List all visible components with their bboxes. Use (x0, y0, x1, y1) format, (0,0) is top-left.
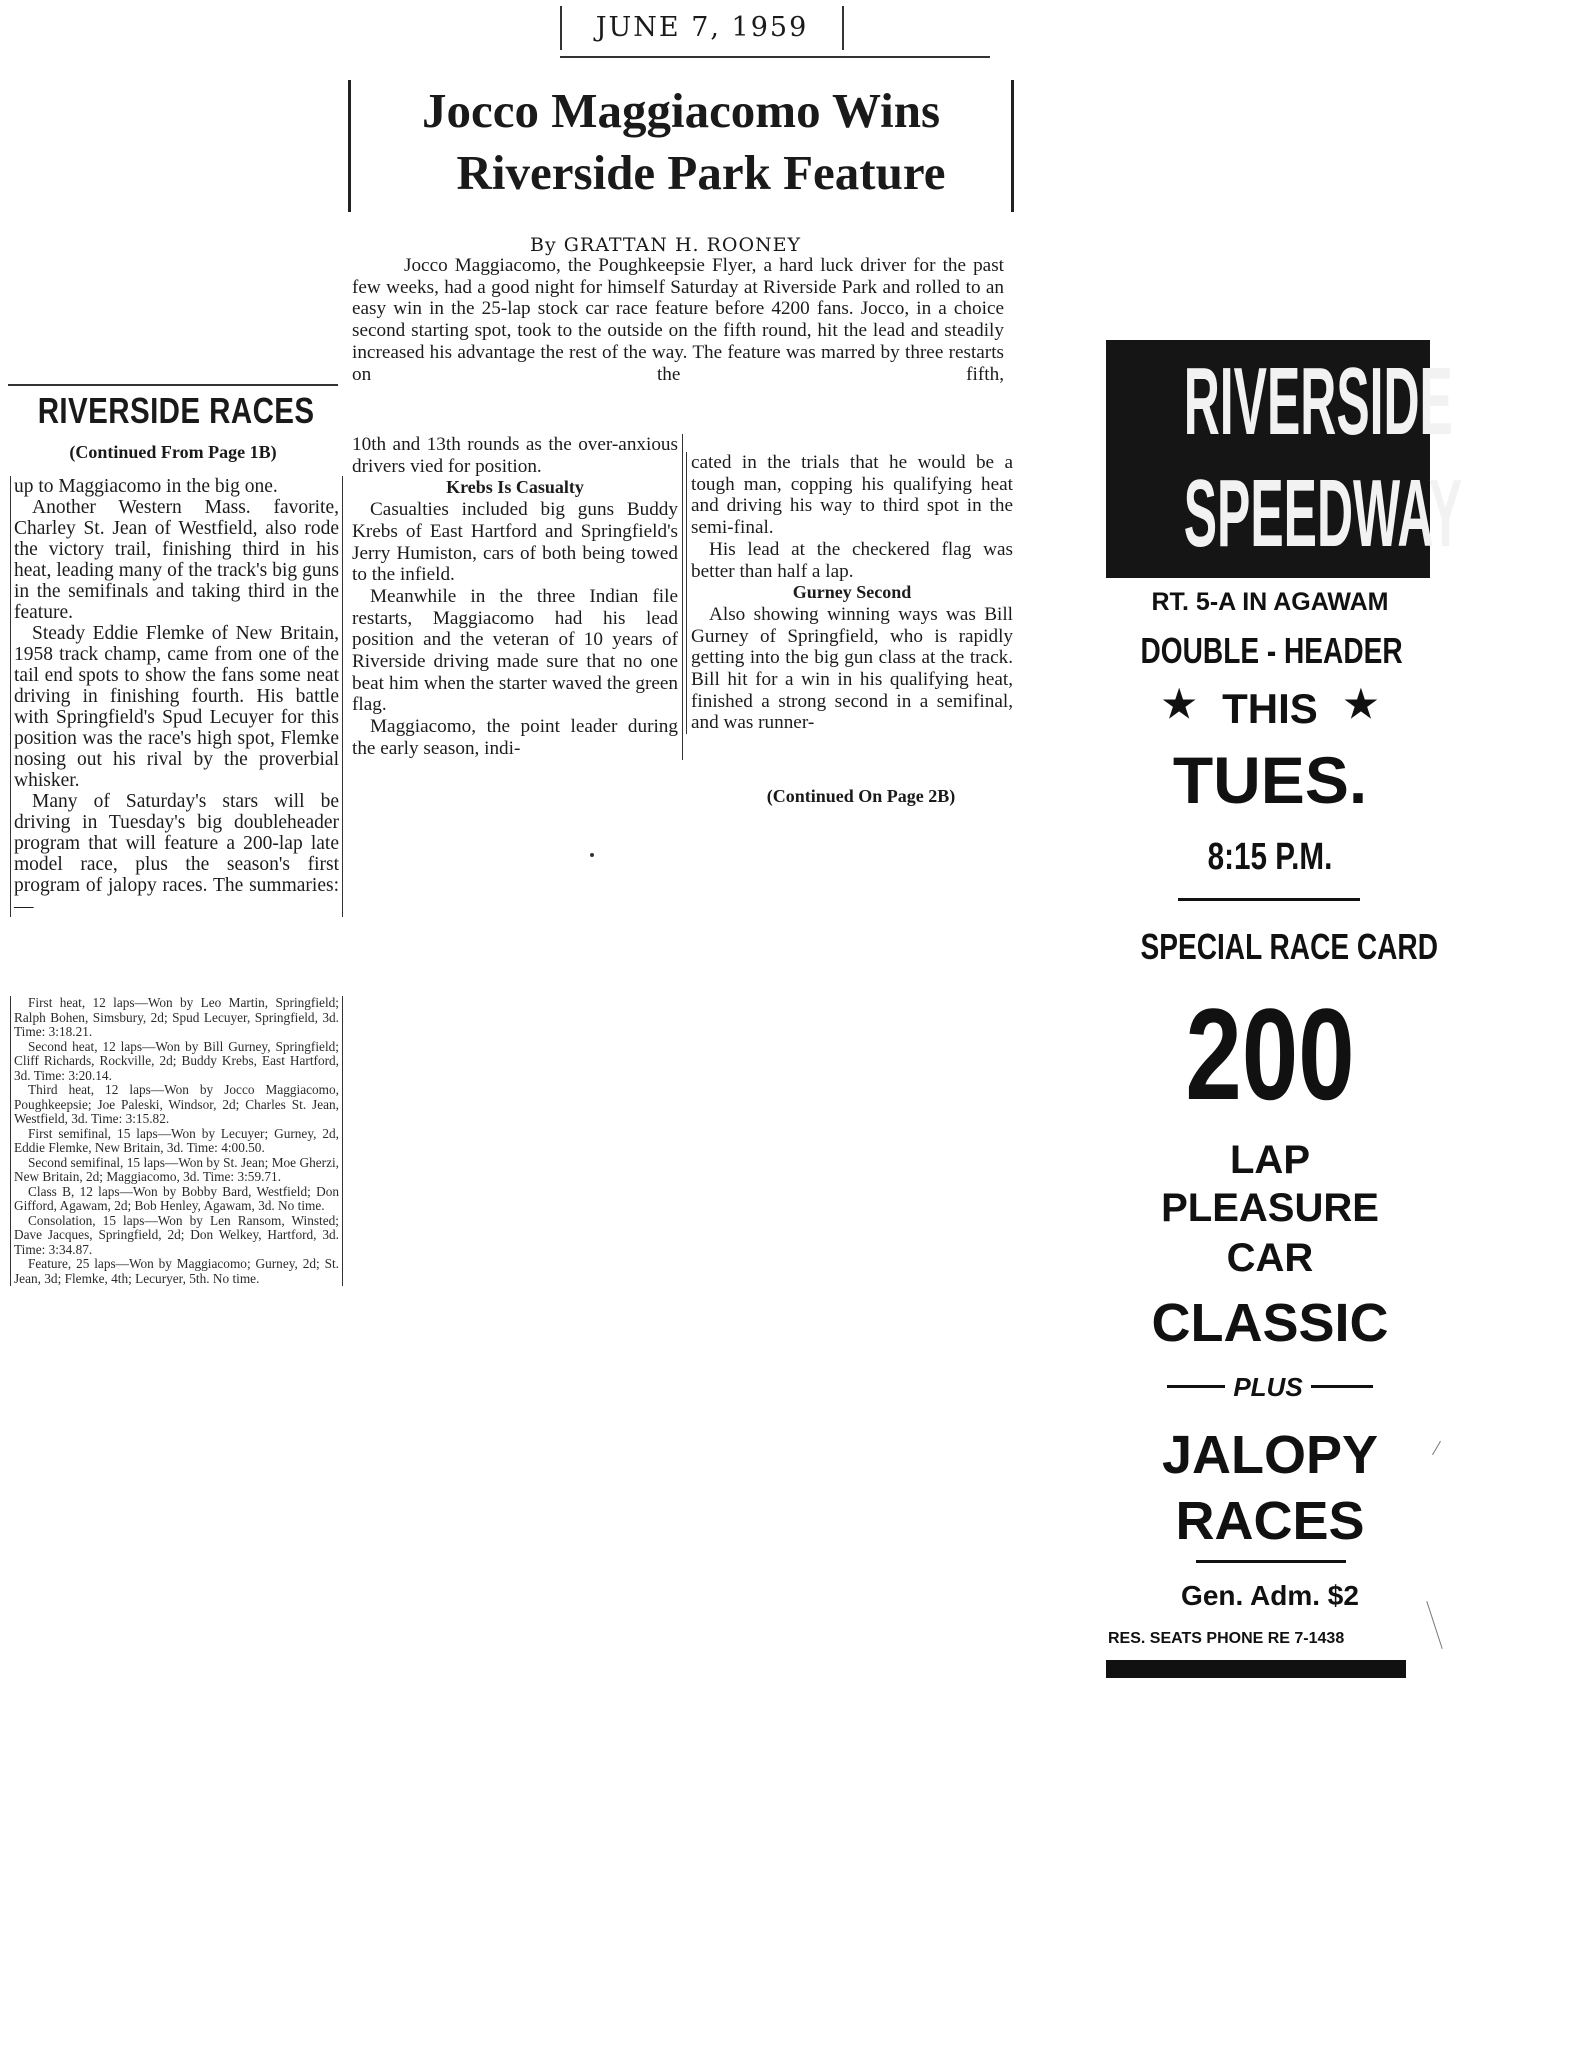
continuation-subtitle: (Continued From Page 1B) (69, 442, 277, 462)
article-headline (348, 80, 1014, 212)
banner-speedway: SPEEDWAY (1183, 460, 1463, 567)
summary-item: Second semifinal, 15 laps—Won by St. Jean; Moe Gherzi, New Britain, 2d; Maggiacomo, 3d. Time: 3:59.71. (14, 1154, 339, 1184)
summary-item: Third heat, 12 laps—Won by Jocco Maggiacomo, Poughkeepsie; Joe Paleski, Windsor, 2d; Charles St. Jean, Westfield, 3d. Time: 3:15.82. (14, 1082, 339, 1126)
continuation-paragraph-1: up to Maggiacomo in the big one. (14, 476, 278, 497)
ad-divider (1178, 898, 1360, 901)
ad-number: 200 (1185, 981, 1355, 1127)
ad-banner (1106, 340, 1463, 578)
ad-divider (1196, 1560, 1346, 1563)
star-icon: ★ (1162, 684, 1197, 726)
continuation-column (10, 476, 343, 917)
ad-admission: Gen. Adm. $2 (1181, 1580, 1359, 1611)
col-a-paragraph-3: Meanwhile in the three Indian file restarts, Maggiacomo had his lead position and the veteran of 10 years of Riverside driving made sure that no one beat him when the starter waved the green flag. (352, 585, 678, 716)
article-lead (352, 255, 1004, 385)
summary-item: Second heat, 12 laps—Won by Bill Gurney, Springfield; Cliff Richards, Rockville, 2d; Buddy Krebs, East Hartford, 3d. Time: 3:20.14. (14, 1038, 339, 1083)
ad-time: 8:15 P.M. (1207, 836, 1333, 878)
continuation-title: RIVERSIDE RACES (37, 390, 315, 431)
col-b-paragraph-1: cated in the trials that he would be a tough man, copping his qualifying heat and driving his way to third spot in the semi-final. (691, 452, 1013, 539)
ad-car: CAR (1226, 1236, 1314, 1280)
summary-item: First semifinal, 15 laps—Won by Lecuyer; Gurney, 2d, Eddie Flemke, New Britain, 3d. Time: 4:00.50. (14, 1125, 339, 1155)
date-rule (560, 56, 990, 58)
summary-item: Feature, 25 laps—Won by Maggiacomo; Gurney, 2d; St. Jean, 3d; Flemke, 4th; Lecuryer, 5th. No time. (14, 1256, 339, 1286)
banner-riverside: RIVERSIDE (1183, 348, 1453, 455)
plus-rule-left (1167, 1385, 1225, 1388)
summary-item: First heat, 12 laps—Won by Leo Martin, Springfield; Ralph Bohen, Simsbury, 2d; Spud Lecuyer, Springfield, 3d. Time: 3:18.21. (14, 995, 339, 1039)
ad-phone: RES. SEATS PHONE RE 7-1438 (1108, 1630, 1345, 1647)
ad-double-header: DOUBLE - HEADER (1140, 630, 1403, 671)
continuation-top-rule (8, 384, 338, 386)
continuation-paragraph-4: Many of Saturday's stars will be driving in Tuesday's big doubleheader program that will feature a 200-lap late model race, plus the season's first program of jalopy races. The summaries:— (14, 791, 339, 917)
article-column-b (686, 452, 1013, 734)
col-a-paragraph-4: Maggiacomo, the point leader during the early season, indi- (352, 716, 678, 759)
ink-speck (590, 853, 594, 857)
headline-line-2: Riverside Park Feature (456, 145, 946, 200)
ad-special: SPECIAL RACE CARD (1140, 926, 1438, 967)
ad-plus: PLUS (1233, 1372, 1303, 1402)
ad-location: RT. 5-A IN AGAWAM (1151, 588, 1389, 616)
ad-day: TUES. (1172, 743, 1368, 817)
summary-item: Class B, 12 laps—Won by Bobby Bard, Westfield; Don Gifford, Agawam, 2d; Bob Henley, Agawam, 3d. No time. (14, 1183, 339, 1213)
article-column-a (352, 434, 683, 760)
ad-pleasure: PLEASURE (1161, 1186, 1379, 1230)
date-box (560, 6, 844, 50)
col-a-paragraph-1: 10th and 13th rounds as the over-anxious drivers vied for position. (352, 434, 678, 477)
ad-plus-line (1104, 1372, 1436, 1403)
ad-lap: LAP (1230, 1138, 1310, 1182)
ad-jalopy: JALOPY (1161, 1425, 1379, 1485)
col-a-paragraph-2: Casualties included big guns Buddy Krebs of East Hartford and Springfield's Jerry Humiston, cars of both being towed to the infield. (352, 499, 678, 586)
ad-races: RACES (1175, 1491, 1365, 1551)
headline-line-1: Jocco Maggiacomo Wins (421, 83, 941, 138)
subhead-gurney: Gurney Second (792, 582, 912, 603)
star-icon: ★ (1343, 684, 1378, 726)
ad-this-line (1104, 682, 1436, 733)
col-b-paragraph-2: His lead at the checkered flag was better than half a lap. (691, 538, 1013, 582)
publication-date: JUNE 7, 1959 (595, 12, 809, 43)
col-b-paragraph-3: Also showing winning ways was Bill Gurney of Springfield, who is rapidly getting into the big gun class at the track. Bill hit for a win in his qualifying heat, finished a strong second in a semifinal, and was runner- (691, 603, 1013, 734)
ad-classic: CLASSIC (1151, 1293, 1389, 1353)
speedway-advertisement (1104, 330, 1463, 1698)
continuation-paragraph-3: Steady Eddie Flemke of New Britain, 1958 track champ, came from one of the tail end spots to show the fans some neat driving in finishing fourth. His battle with Springfield's Spud Lecuyer for this position was the race's high spot, Flemke nosing out his rival by the proverbial whisker. (14, 623, 339, 791)
continued-on-note: (Continued On Page 2B) (766, 786, 956, 806)
lead-paragraph: Jocco Maggiacomo, the Poughkeepsie Flyer, a hard luck driver for the past few weeks, had a good night for himself Saturday at Riverside Park and rolled to an easy win in the 25-lap stock car race feature before 4200 fans. Jocco, in a choice second starting spot, took to the outside on the fifth round, hit the lead and steadily increased his advantage the rest of the way. The feature was marred by three restarts on the fifth, (352, 255, 1004, 385)
article-byline: By GRATTAN H. ROONEY (530, 234, 802, 256)
ad-bottom-bar (1106, 1660, 1406, 1678)
continuation-paragraph-2: Another Western Mass. favorite, Charley St. Jean of Westfield, also rode the victory trail, finishing third in his heat, leading many of the track's big guns in the semifinals and taking third in the feature. (14, 497, 339, 623)
summary-item: Consolation, 15 laps—Won by Len Ransom, Winsted; Dave Jacques, Springfield, 2d; Don Welkey, Hartford, 3d. Time: 3:34.87. (14, 1212, 339, 1257)
subhead-krebs: Krebs Is Casualty (446, 477, 584, 498)
ad-this: THIS (1222, 685, 1318, 732)
plus-rule-right (1311, 1385, 1373, 1388)
race-summaries (10, 996, 343, 1286)
